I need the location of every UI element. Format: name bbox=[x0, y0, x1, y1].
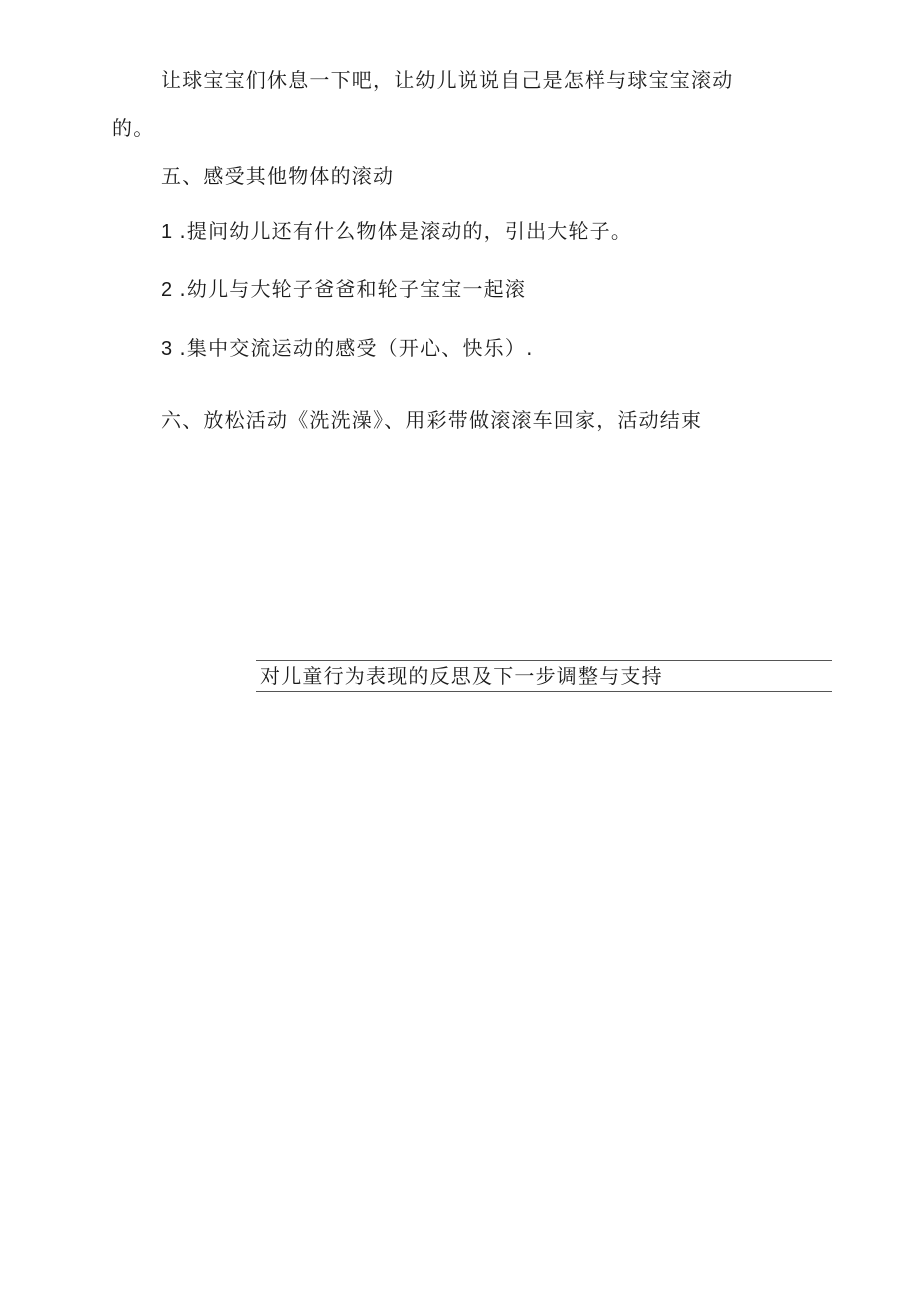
paragraph-rest-line1: 让球宝宝们休息一下吧，让幼儿说说自己是怎样与球宝宝滚动 bbox=[161, 68, 734, 92]
paragraph-rest-line2: 的。 bbox=[112, 116, 155, 140]
section-5-heading: 五、感受其他物体的滚动 bbox=[161, 164, 395, 188]
item-number: 3 bbox=[161, 338, 174, 360]
item-number: 2 bbox=[161, 279, 174, 301]
item-text: .提问幼儿还有什么物体是滚动的，引出大轮子。 bbox=[179, 219, 633, 243]
reflection-box bbox=[256, 660, 832, 692]
section-5-item-3 bbox=[161, 336, 534, 361]
item-number: 1 bbox=[161, 221, 174, 243]
reflection-title: 对儿童行为表现的反思及下一步调整与支持 bbox=[260, 664, 663, 688]
item-text: .集中交流运动的感受（开心、快乐）. bbox=[179, 336, 534, 360]
section-5-item-2 bbox=[161, 277, 526, 302]
section-5-item-1 bbox=[161, 219, 632, 244]
item-text: .幼儿与大轮子爸爸和轮子宝宝一起滚 bbox=[179, 277, 527, 301]
section-6-heading: 六、放松活动《洗洗澡》、用彩带做滚滚车回家，活动结束 bbox=[161, 408, 703, 432]
